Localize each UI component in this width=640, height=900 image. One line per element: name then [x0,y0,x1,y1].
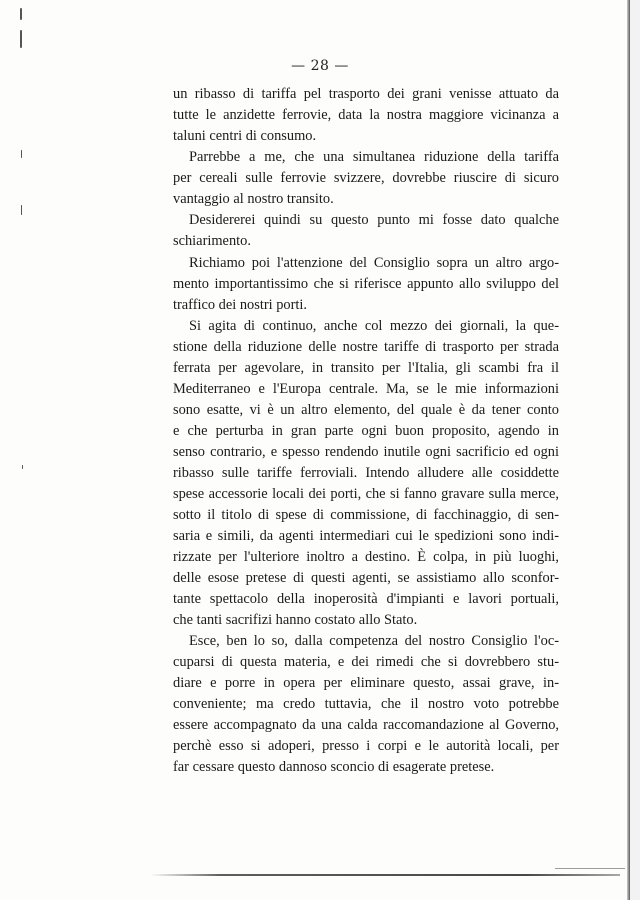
text-line: far cessare questo dannoso sconcio di esagerate pretese. [173,759,495,775]
text-line: e che perturba in gran parte ogni buon proposito, agendo in [173,423,559,439]
text-line: che tanti sacrifizi hanno costato allo Stato. [173,612,418,628]
page-number: — 28 — [291,58,349,74]
text-line: saria e simili, da agenti intermediari cui le spedizioni sono indi- [173,528,559,544]
text-line: sotto il titolo di spese di commissione, di facchinaggio, di sen- [173,507,559,523]
text-line: schiarimento. [173,233,251,249]
text-line: stione della riduzione delle nostre tariffe di trasporto per strada [173,339,559,355]
paragraph-first-line: Esce, ben lo so, dalla competenza del nostro Consiglio l'oc- [189,633,559,649]
text-line: perchè esso si adoperi, presso i corpi e le autorità locali, per [173,738,559,754]
text-line: diare e porre in opera per eliminare questo, assai grave, in- [173,675,559,691]
scan-mark [21,205,22,215]
scan-margin [630,0,640,900]
scan-edge-line [555,868,625,869]
scan-bottom-edge [150,874,620,876]
text-line: spese accessorie locali dei porti, che si fanno gravare sulla merce, [173,486,559,502]
text-line: conveniente; ma credo tuttavia, che il nostro voto potrebbe [173,696,559,712]
text-line: delle esose pretese di questi agenti, se assistiamo allo sconfor- [173,570,559,586]
text-line: sono esatte, vi è un altro elemento, del quale è da tener conto [173,402,559,418]
text-line: rizzate per l'ulteriore inoltro a destino. È colpa, in più luoghi, [173,549,559,565]
text-line: cuparsi di questa materia, e dei rimedi che si dovrebbero stu- [173,654,559,670]
paragraph-first-line: Si agita di continuo, anche col mezzo dei giornali, la que- [189,318,559,334]
text-line: tutte le anzidette ferrovie, data la nostra maggiore vicinanza a [173,107,559,123]
paragraph-first-line: Parrebbe a me, che una simultanea riduzione della tariffa [189,149,559,165]
text-line: vantaggio al nostro transito. [173,191,334,207]
text-line: un ribasso di tariffa pel trasporto dei grani venisse attuato da [173,86,559,102]
text-line: ribasso sulle tariffe ferroviali. Intendo alludere alle cosiddette [173,465,559,481]
text-line: Mediterraneo e l'Europa centrale. Ma, se le mie informazioni [173,381,559,397]
text-line: essere accompagnato da una calda raccomandazione al Governo, [173,717,559,733]
text-line: ferrata per agevolare, in transito per l'Italia, gli scambi fra il [173,360,559,376]
scan-mark [22,465,23,469]
paragraph-first-line: Desidererei quindi su questo punto mi fosse dato qualche [189,212,559,228]
text-line: tante spettacolo della inoperosità d'impianti e lavori portuali, [173,591,559,607]
scan-mark [20,8,22,20]
text-line: traffico dei nostri porti. [173,297,308,313]
text-line: senso contrario, e spesso rendendo inutile ogni sacrificio ed ogni [173,444,559,460]
text-line: mento importantissimo che si riferisce appunto allo sviluppo del [173,276,559,292]
text-line: per cereali sulle ferrovie svizzere, dovrebbe riuscire di sicuro [173,170,559,186]
text-line: taluni centri di consumo. [173,128,317,144]
scan-mark [21,150,22,158]
paragraph-first-line: Richiamo poi l'attenzione del Consiglio sopra un altro argo- [189,255,559,271]
scan-mark [20,30,22,48]
